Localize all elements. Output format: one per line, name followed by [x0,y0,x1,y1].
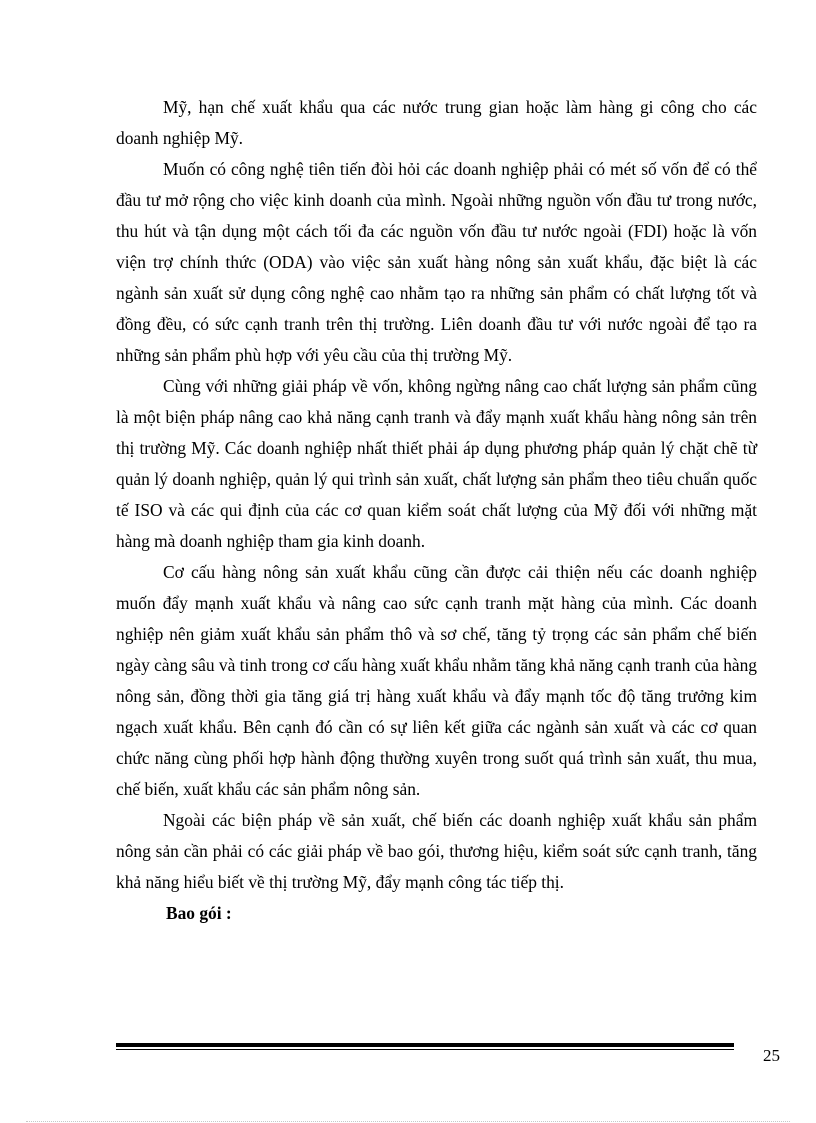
body-text [116,92,757,929]
section-heading-packaging: Bao gói : [166,903,232,923]
paragraph-technology-capital: Muốn có công nghệ tiên tiến đòi hỏi các doanh nghiệp phải có mét số vốn để có thể đầu tư mở rộng cho việc kinh doanh của mình. Ngoài những nguồn vốn đầu tư trong nước, thu hút và tận dụng một cách tối đa các nguồn vốn đầu tư nước ngoài (FDI) hoặc là vốn viện trợ chính thức (ODA) vào việc sản xuất hàng nông sản xuất khẩu, đặc biệt là các ngành sản xuất sử dụng công nghệ cao nhằm tạo ra những sản phẩm có chất lượng tốt và đồng đều, có sức cạnh tranh trên thị trường. Liên doanh đầu tư với nước ngoài để tạo ra những sản phẩm phù hợp với yêu cầu của thị trường Mỹ. [116,159,757,365]
page-number: 25 [763,1046,780,1065]
paragraph-export-structure: Cơ cấu hàng nông sản xuất khẩu cũng cần được cải thiện nếu các doanh nghiệp muốn đẩy mạnh xuất khẩu và nâng cao sức cạnh tranh mặt hàng của mình. Các doanh nghiệp nên giảm xuất khẩu sản phẩm thô và sơ chế, tăng tỷ trọng các sản phẩm chế biến ngày càng sâu và tinh trong cơ cấu hàng xuất khẩu nhằm tăng khả năng cạnh tranh của hàng nông sản, đồng thời gia tăng giá trị hàng xuất khẩu và đẩy mạnh tốc độ tăng trưởng kim ngạch xuất khẩu. Bên cạnh đó cần có sự liên kết giữa các ngành sản xuất và các cơ quan chức năng cùng phối hợp hành động thường xuyên trong suốt quá trình sản xuất, thu mua, chế biến, xuất khẩu các sản phẩm nông sản. [116,562,757,799]
paragraph-product-quality: Cùng với những giải pháp về vốn, không ngừng nâng cao chất lượng sản phẩm cũng là một biện pháp nâng cao khả năng cạnh tranh và đẩy mạnh xuất khẩu hàng nông sản trên thị trường Mỹ. Các doanh nghiệp nhất thiết phải áp dụng phương pháp quản lý chặt chẽ từ quản lý doanh nghiệp, quản lý qui trình sản xuất, chất lượng sản phẩm theo tiêu chuẩn quốc tế ISO và các qui định của các cơ quan kiểm soát chất lượng của Mỹ đối với những mặt hàng mà doanh nghiệp tham gia kinh doanh. [116,376,757,551]
paragraph-continuation: Mỹ, hạn chế xuất khẩu qua các nước trung gian hoặc làm hàng gi công cho các doanh nghiệp Mỹ. [116,97,757,148]
footer-rule-thin [116,1049,734,1050]
page-bottom-border [26,1121,790,1122]
paragraph-other-measures: Ngoài các biện pháp về sản xuất, chế biến các doanh nghiệp xuất khẩu sản phẩm nông sản cần phải có các giải pháp về bao gói, thương hiệu, kiểm soát sức cạnh tranh, tăng khả năng hiểu biết về thị trường Mỹ, đẩy mạnh công tác tiếp thị. [116,810,757,892]
footer-rule-thick [116,1043,734,1047]
